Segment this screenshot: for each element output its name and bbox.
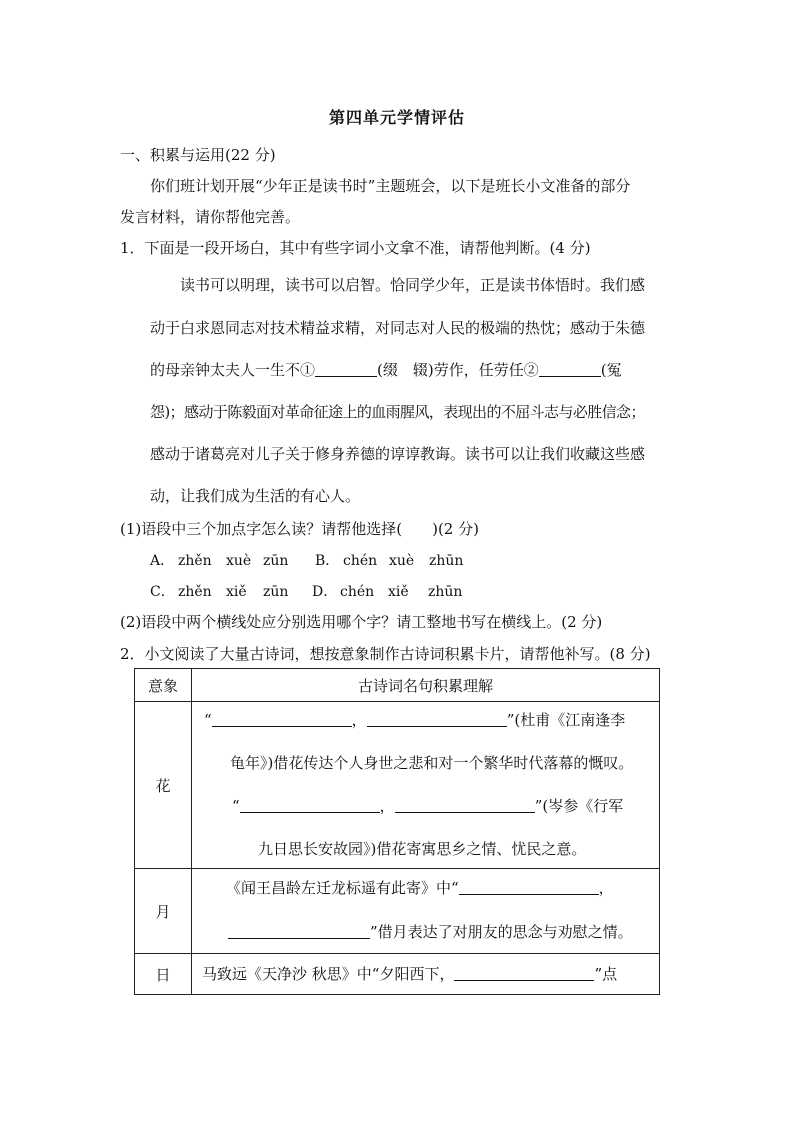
table-header-row [135,669,660,702]
passage-line-4: 怨)；感动于陈毅面对革命征途上的血雨腥风，表现出的不屈斗志与必胜信念； [150,403,645,421]
passage-line-2: 动于白求恩同志对技术精益求精，对同志对人民的极端的热忱；感动于朱德 [150,319,646,337]
option-d[interactable]: D． chén xiě zhūn [312,584,463,600]
content-cell-flower [192,702,660,869]
flower-line-2: 龟年》)借花传达个人身世之悲和对一个繁华时代落幕的慨叹。 [230,754,634,772]
moon-line-1: 《闻王昌龄左迁龙标遥有此寄》中“ ， [226,879,614,897]
sub-question-1: (1)语段中三个加点字怎么读？请帮他选择( )(2 分) [120,520,479,538]
blank-moon-1[interactable] [459,880,599,895]
blank-flower-2[interactable] [367,712,507,727]
table-row-flower [135,702,660,869]
image-cell-moon: 月 [135,869,192,954]
blank-flower-3[interactable] [240,798,380,813]
blank-2[interactable] [539,362,601,377]
image-cell-flower: 花 [135,702,192,869]
passage-line-1: 读书可以明理，读书可以启智。恰同学少年，正是读书体悟时。我们感 [180,276,646,294]
sub-question-2: (2)语段中两个横线处应分别选用哪个字？请工整地书写在横线上。(2 分) [120,613,603,631]
image-cell-sun: 日 [135,954,192,995]
option-b[interactable]: B． chén xuè zhūn [315,553,464,569]
page-title: 第四单元学情评估 [328,108,465,127]
poetry-card-table [134,668,660,995]
sun-line-1: 马致远《天净沙 秋思》中“夕阳西下， ”点 [202,965,618,983]
section-heading: 一、积累与运用(22 分) [120,146,276,164]
moon-line-2: ”借月表达了对朋友的思念与劝慰之情。 [228,922,633,942]
question-1-stem: 1．下面是一段开场白，其中有些字词小文拿不准，请帮他判断。(4 分) [120,239,591,257]
passage-line-5: 感动于诸葛亮对儿子关于修身养德的谆谆教诲。读书可以让我们收藏这些感 [150,445,646,463]
intro-line-2: 发言材料，请你帮他完善。 [120,208,301,226]
blank-flower-1[interactable] [212,712,352,727]
passage-line-6: 动，让我们成为生活的有心人。 [150,487,361,505]
header-content: 古诗词名句积累理解 [192,669,660,702]
passage-line-3: 的母亲钟太夫人一生不① (缀 辍)劳作，任劳任② (冤 [150,361,622,379]
blank-1[interactable] [315,362,377,377]
content-cell-moon [192,869,660,954]
intro-line-1: 你们班计划开展“少年正是读书时”主题班会，以下是班长小文准备的部分 [150,177,631,195]
header-image: 意象 [135,669,192,702]
flower-line-3: “ ， ”(岑参《行军 [232,797,624,815]
option-a[interactable]: A． zhěn xuè zūn [150,553,289,569]
blank-sun-1[interactable] [454,966,594,981]
table-row-sun [135,954,660,995]
flower-line-4: 九日思长安故园》)借花寄寓思乡之情、忧民之意。 [258,840,587,858]
blank-moon-2[interactable] [228,924,370,939]
table-row-moon [135,869,660,954]
content-cell-sun [192,954,660,995]
flower-line-1: “ ， ”(杜甫《江南逢李 [204,711,626,729]
blank-flower-4[interactable] [395,798,535,813]
option-c[interactable]: C． zhěn xiě zūn [150,584,289,600]
question-2-stem: 2．小文阅读了大量古诗词，想按意象制作古诗词积累卡片，请帮他补写。(8 分) [120,645,651,663]
